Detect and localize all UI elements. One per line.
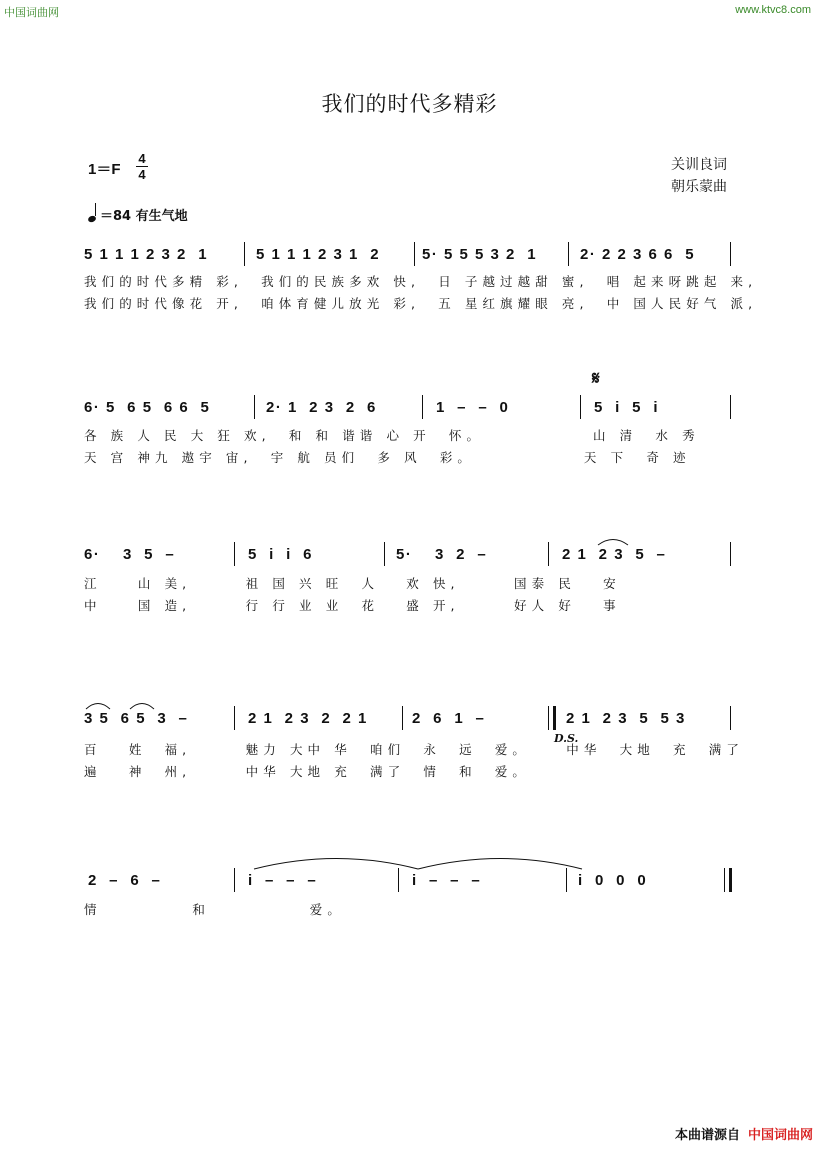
tie (252, 854, 422, 870)
measure: 3 5 6 5 3 – (84, 710, 189, 727)
lyrics-verse-2: 我们的时代像花 开, 咱体育健儿放光 彩, 五 星红旗耀眼 亮, 中 国人民好气 派, (84, 296, 758, 311)
lyrics-verse-1: 情 和 爱。 (84, 902, 345, 917)
measure: 2· 2 2 3 6 6 5 (580, 246, 696, 263)
measure: 2 1 2 3 2 2 1 (248, 710, 368, 727)
measure: i – – – (248, 872, 318, 889)
measure: 2 1 2 3 5 – (562, 546, 667, 563)
composer: 朝乐蒙曲 (671, 179, 727, 195)
lyrics-verse-2: 天 宫 神九 遨宇 宙, 宇 航 员们 多 风 彩。 天 下 奇 迹 (84, 450, 691, 465)
quarter-note-icon (87, 215, 97, 223)
system-5 (84, 868, 732, 917)
lyrics-verse-1: 各 族 人 民 大 狂 欢, 和 和 谐谐 心 开 怀。 山 清 水 秀 (84, 428, 700, 443)
lyrics-verse-1: 百 姓 福, 魅力 大中 华 咱们 永 远 爱。 中华 大地 充 满了 (84, 742, 744, 757)
lyricist: 关训良词 (671, 157, 727, 173)
measure: 2 – 6 – (88, 872, 162, 889)
time-signature: 4 4 (136, 152, 148, 181)
tie (416, 854, 586, 870)
system-4 (84, 706, 744, 779)
system-3 (84, 542, 732, 613)
measure: i – – – (412, 872, 482, 889)
system-1 (84, 242, 758, 311)
measure: 6· 3 5 – (84, 546, 176, 563)
measure: 5 i 5 i (594, 399, 660, 416)
source-footer: 本曲谱源自 中国词曲网 (674, 1128, 813, 1143)
tempo-marking: ＝84 有生气地 (88, 205, 188, 224)
measure: 5· 3 2 – (396, 546, 488, 563)
lyrics-verse-2: 遍 神 州, 中华 大地 充 满了 情 和 爱。 (84, 764, 531, 779)
site-watermark-top-right: www.ktvc8.com (735, 4, 811, 16)
lyrics-verse-1: 我们的时代多精 彩, 我们的民族多欢 快, 日 子越过越甜 蜜, 唱 起来呀跳起 来, (84, 274, 758, 289)
measure: 2 1 2 3 5 5 3 (566, 710, 686, 727)
slur (596, 536, 630, 546)
segno-sign: 𝄋 (592, 368, 600, 389)
slur (128, 700, 158, 710)
measure: i 0 0 0 (578, 872, 648, 889)
system-2 (84, 395, 732, 465)
site-watermark-top-left: 中国词曲网 (4, 6, 59, 19)
measure: 5 1 1 1 2 3 1 2 (256, 246, 381, 263)
measure: 2 6 1 – (412, 710, 486, 727)
measure: 6· 5 6 5 6 6 5 (84, 399, 211, 416)
lyrics-verse-1: 江 山 美, 祖 国 兴 旺 人 欢 快, 国泰 民 安 (84, 576, 621, 591)
dal-segno-mark: D.S. (554, 732, 579, 745)
slur (84, 700, 114, 710)
measure: 5· 5 5 5 3 2 1 (422, 246, 538, 263)
lyrics-verse-2: 中 国 造, 行 行 业 业 花 盛 开, 好人 好 事 (84, 598, 621, 613)
measure: 1 – – 0 (436, 399, 510, 416)
key-signature: 1＝F (88, 161, 121, 178)
song-title: 我们的时代多精彩 (321, 92, 498, 116)
measure: 5 1 1 1 2 3 2 1 (84, 246, 209, 263)
measure: 5 i i 6 (248, 546, 314, 563)
measure: 2· 1 2 3 2 6 (266, 399, 377, 416)
